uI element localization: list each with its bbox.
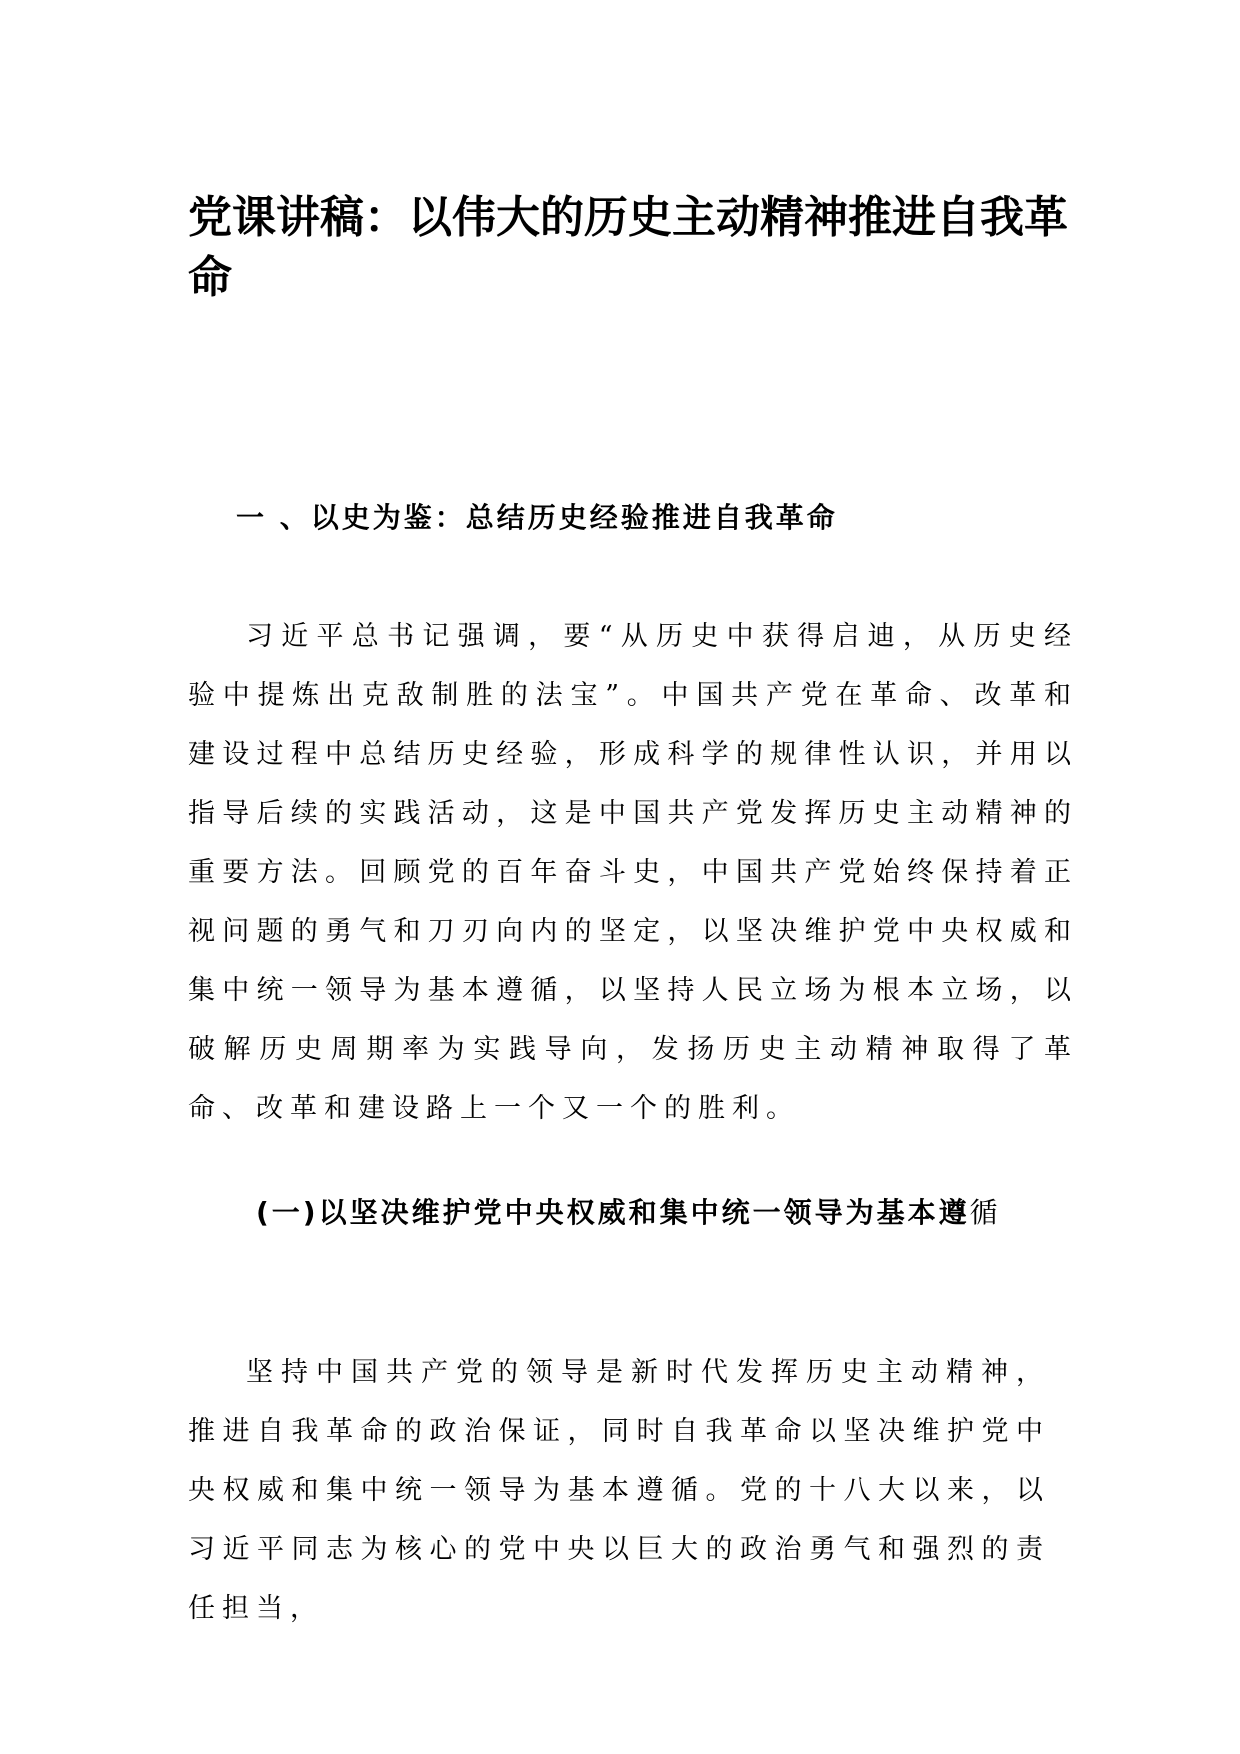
- section-1-paragraph: 习近平总书记强调，要“从历史中获得启迪，从历史经验中提炼出克敌制胜的法宝”。中国共产党在革命、改革和建设过程中总结历史经验，形成科学的规律性认识，并用以指导后续的实践活动，这是中国共产党发挥历史主动精神的重要方法。回顾党的百年奋斗史，中国共产党始终保持着正视问题的勇气和刀刃向内的坚定，以坚决维护党中央权威和集中统一领导为基本遵循，以坚持人民立场为根本立场，以破解历史周期率为实践导向，发扬历史主动精神取得了革命、改革和建设路上一个又一个的胜利。: [188, 621, 1078, 1124]
- document-title: 党课讲稿：以伟大的历史主动精神推进自我革命: [188, 192, 1068, 303]
- section-heading-1: 一 、以史为鉴：总结历史经验推进自我革命: [236, 501, 838, 534]
- subsection-heading-1-main: (一)以坚决维护党中央权威和集中统一领导为基本遵: [256, 1196, 970, 1229]
- subsection-1-paragraph: 坚持中国共产党的领导是新时代发挥历史主动精神，推进自我革命的政治保证，同时自我革命以坚决维护党中央权威和集中统一领导为基本遵循。党的十八大以来，以习近平同志为核心的党中央以巨大的政治勇气和强烈的责任担当，: [188, 1357, 1050, 1624]
- subsection-heading-1-tail: 循: [969, 1196, 1001, 1229]
- subsection-heading-1: [188, 1183, 1048, 1243]
